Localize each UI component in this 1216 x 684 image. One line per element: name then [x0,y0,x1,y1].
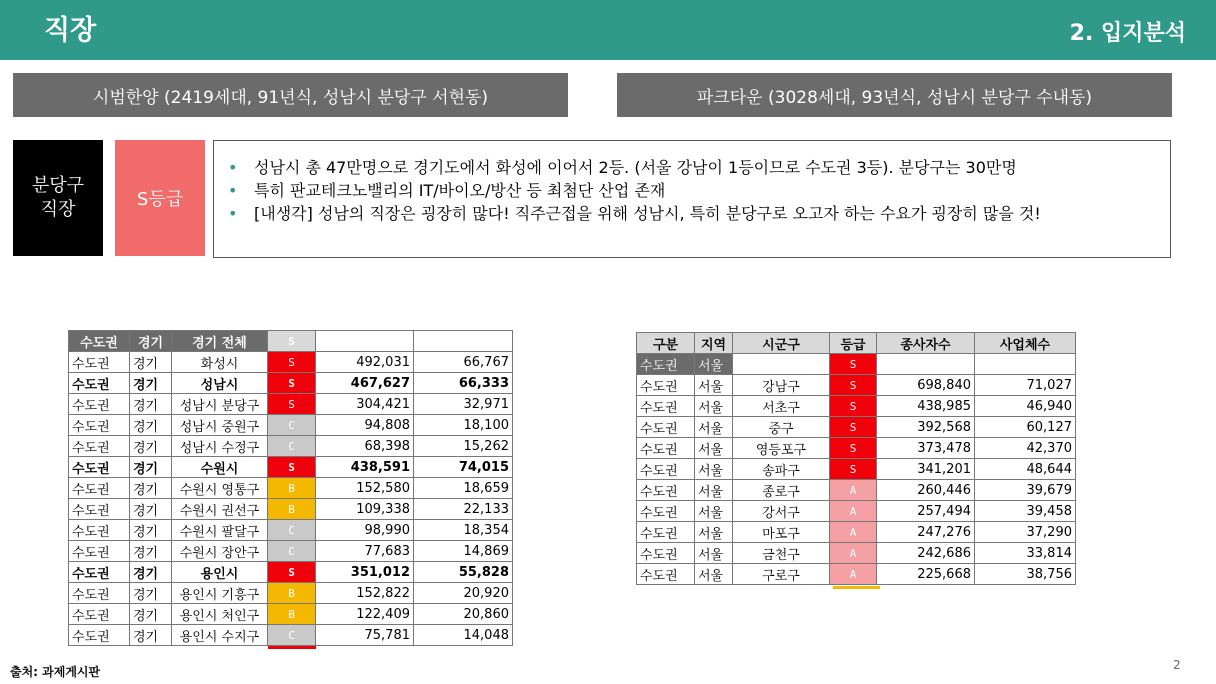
header-bar [0,0,1216,60]
cell-prov: 경기 [130,352,172,373]
cell-workers: 77,683 [316,541,414,562]
header-grade: S [268,331,316,352]
cell-prov: 서울 [695,459,733,480]
cell-grade: S [268,562,316,583]
cell-prov: 서울 [695,501,733,522]
cell-workers: 68,398 [316,436,414,457]
cell-prov: 경기 [130,583,172,604]
table-row [637,543,1076,564]
cell-businesses: 55,828 [414,562,513,583]
bullet-icon: • [228,181,238,200]
cell-businesses: 39,679 [975,480,1076,501]
cell-region: 수도권 [69,415,130,436]
cell-prov: 서울 [695,375,733,396]
cell-grade: S [830,417,877,438]
cell-city: 성남시 [172,373,268,394]
cell-workers: 98,990 [316,520,414,541]
cell-grade: S [268,352,316,373]
cell-region: 수도권 [637,480,695,501]
table-row [69,583,513,604]
table-header-row [69,331,513,352]
apartment-label-right: 파크타운 (3028세대, 93년식, 성남시 분당구 수내동) [617,73,1172,117]
table-row [637,564,1076,585]
section-label: 2. 입지분석 [1069,21,1186,46]
cell-prov: 경기 [130,499,172,520]
cell-businesses: 46,940 [975,396,1076,417]
cell-region: 수도권 [69,520,130,541]
header-region: 지역 [695,333,733,354]
header-workers: 종사자수 [877,333,975,354]
header-district: 시군구 [733,333,830,354]
cell-grade: B [268,604,316,625]
table-row [69,625,513,646]
cell-workers: 247,276 [877,522,975,543]
cell-prov: 서울 [695,396,733,417]
group-region: 수도권 [637,354,695,375]
cell-region: 수도권 [637,522,695,543]
cell-workers: 492,031 [316,352,414,373]
cell-region: 수도권 [69,457,130,478]
header-city: 경기 전체 [172,331,268,352]
cell-region: 수도권 [637,396,695,417]
cell-businesses: 66,767 [414,352,513,373]
cell-prov: 경기 [130,373,172,394]
cell-city: 성남시 중원구 [172,415,268,436]
cell-region: 수도권 [637,459,695,480]
cell-workers: 94,808 [316,415,414,436]
table-row [69,415,513,436]
cell-businesses: 71,027 [975,375,1076,396]
cell-businesses: 38,756 [975,564,1076,585]
cell-region: 수도권 [69,373,130,394]
table-row [637,501,1076,522]
cell-grade: S [830,396,877,417]
cell-city: 수원시 [172,457,268,478]
cell-prov: 서울 [695,564,733,585]
group-businesses [975,354,1076,375]
table-row [69,352,513,373]
cell-businesses: 66,333 [414,373,513,394]
cell-prov: 서울 [695,543,733,564]
cell-businesses: 18,354 [414,520,513,541]
cell-workers: 438,591 [316,457,414,478]
cell-region: 수도권 [69,436,130,457]
cell-city: 용인시 [172,562,268,583]
cell-workers: 257,494 [877,501,975,522]
slide-title: 직장 [44,15,97,46]
cell-grade: C [268,436,316,457]
table-row [637,375,1076,396]
cell-businesses: 20,920 [414,583,513,604]
note-text: [내생각] 성남의 직장은 굉장히 많다! 직주근접을 위해 성남시, 특히 분당구로 오고자 하는 수요가 굉장히 많을 것! [254,204,1041,223]
cell-region: 수도권 [69,352,130,373]
cell-businesses: 18,100 [414,415,513,436]
cell-city: 수원시 팔달구 [172,520,268,541]
cell-workers: 438,985 [877,396,975,417]
cell-workers: 152,580 [316,478,414,499]
cell-grade: C [268,541,316,562]
table-row [69,373,513,394]
cell-city: 중구 [733,417,830,438]
cell-region: 수도권 [637,543,695,564]
gyeonggi-workplace-table [68,330,513,646]
note-item [224,179,1160,202]
cell-grade: S [830,459,877,480]
cell-grade: C [268,625,316,646]
cell-businesses: 20,860 [414,604,513,625]
cell-grade: A [830,480,877,501]
note-text: 특히 판교테크노밸리의 IT/바이오/방산 등 최첨단 산업 존재 [254,181,666,200]
cell-grade: C [268,520,316,541]
table-row [69,499,513,520]
cell-prov: 경기 [130,415,172,436]
table-row [69,478,513,499]
cell-prov: 경기 [130,604,172,625]
group-grade: S [830,354,877,375]
table-row [69,394,513,415]
cell-businesses: 37,290 [975,522,1076,543]
cell-city: 용인시 수지구 [172,625,268,646]
table-row [637,396,1076,417]
cell-prov: 경기 [130,520,172,541]
cell-workers: 392,568 [877,417,975,438]
cell-workers: 698,840 [877,375,975,396]
cell-businesses: 15,262 [414,436,513,457]
cell-workers: 109,338 [316,499,414,520]
cell-workers: 75,781 [316,625,414,646]
group-row [637,354,1076,375]
cell-prov: 서울 [695,480,733,501]
grade-color-strip [833,586,880,589]
cell-businesses: 74,015 [414,457,513,478]
header-grade: 등급 [830,333,877,354]
table-row [69,436,513,457]
cell-city: 종로구 [733,480,830,501]
cell-region: 수도권 [69,583,130,604]
cell-prov: 서울 [695,417,733,438]
notes-box [213,140,1171,258]
cell-grade: S [268,394,316,415]
cell-city: 금천구 [733,543,830,564]
cell-grade: B [268,478,316,499]
cell-workers: 242,686 [877,543,975,564]
table-row [637,480,1076,501]
table-row [69,562,513,583]
cell-businesses: 42,370 [975,438,1076,459]
cell-prov: 경기 [130,478,172,499]
cell-businesses: 33,814 [975,543,1076,564]
cell-workers: 152,822 [316,583,414,604]
table-row [69,457,513,478]
cell-businesses: 14,048 [414,625,513,646]
cell-grade: B [268,499,316,520]
header-businesses: 사업체수 [975,333,1076,354]
cell-region: 수도권 [637,375,695,396]
note-item [224,202,1160,225]
cell-city: 용인시 기흥구 [172,583,268,604]
cell-grade: S [268,373,316,394]
table-header-row [637,333,1076,354]
cell-prov: 경기 [130,625,172,646]
cell-businesses: 14,869 [414,541,513,562]
cell-city: 성남시 분당구 [172,394,268,415]
cell-city: 영등포구 [733,438,830,459]
cell-businesses: 32,971 [414,394,513,415]
cell-prov: 경기 [130,541,172,562]
table-row [637,438,1076,459]
cell-workers: 225,668 [877,564,975,585]
cell-workers: 341,201 [877,459,975,480]
cell-region: 수도권 [637,438,695,459]
cell-prov: 경기 [130,562,172,583]
cell-city: 수원시 권선구 [172,499,268,520]
cell-region: 수도권 [69,625,130,646]
cell-workers: 351,012 [316,562,414,583]
header-businesses [414,331,513,352]
cell-grade: C [268,415,316,436]
note-text: 성남시 총 47만명으로 경기도에서 화성에 이어서 2등. (서울 강남이 1등이므로 수도권 3등). 분당구는 30만명 [254,158,1017,177]
cell-region: 수도권 [637,564,695,585]
cell-region: 수도권 [69,478,130,499]
header-workers [316,331,414,352]
group-city [733,354,830,375]
cell-grade: A [830,564,877,585]
page-number: 2 [1173,658,1181,672]
apartment-label-left: 시범한양 (2419세대, 91년식, 성남시 분당구 서현동) [13,73,568,117]
cell-grade: S [830,438,877,459]
cell-prov: 경기 [130,457,172,478]
cell-city: 송파구 [733,459,830,480]
cell-region: 수도권 [69,541,130,562]
cell-grade: B [268,583,316,604]
seoul-workplace-table [636,332,1076,585]
bullet-icon: • [228,158,238,177]
cell-grade: A [830,522,877,543]
table-row [69,604,513,625]
category-box: 분당구 직장 [13,140,103,256]
cell-businesses: 48,644 [975,459,1076,480]
cell-businesses: 39,458 [975,501,1076,522]
cell-prov: 경기 [130,436,172,457]
header-region: 수도권 [69,331,130,352]
cell-region: 수도권 [637,501,695,522]
cell-region: 수도권 [69,562,130,583]
cell-region: 수도권 [69,394,130,415]
cell-prov: 서울 [695,438,733,459]
cell-region: 수도권 [69,499,130,520]
table-row [69,520,513,541]
cell-prov: 경기 [130,394,172,415]
bullet-icon: • [228,204,238,223]
cell-workers: 122,409 [316,604,414,625]
cell-city: 용인시 처인구 [172,604,268,625]
header-category: 구분 [637,333,695,354]
grade-box: S등급 [115,140,205,256]
cell-grade: S [268,457,316,478]
table-row [69,541,513,562]
cell-city: 수원시 장안구 [172,541,268,562]
table-row [637,417,1076,438]
group-workers [877,354,975,375]
cell-prov: 서울 [695,522,733,543]
group-prov: 서울 [695,354,733,375]
cell-businesses: 18,659 [414,478,513,499]
cell-region: 수도권 [69,604,130,625]
cell-city: 수원시 영통구 [172,478,268,499]
cell-grade: S [830,375,877,396]
cell-businesses: 22,133 [414,499,513,520]
cell-workers: 304,421 [316,394,414,415]
table-row [637,522,1076,543]
cell-city: 마포구 [733,522,830,543]
cell-city: 구로구 [733,564,830,585]
header-prov: 경기 [130,331,172,352]
cell-grade: A [830,543,877,564]
grade-color-strip [268,646,316,649]
cell-region: 수도권 [637,417,695,438]
cell-city: 강서구 [733,501,830,522]
cell-city: 성남시 수정구 [172,436,268,457]
cell-workers: 373,478 [877,438,975,459]
note-item [224,156,1160,179]
cell-city: 서초구 [733,396,830,417]
cell-workers: 467,627 [316,373,414,394]
cell-city: 화성시 [172,352,268,373]
cell-businesses: 60,127 [975,417,1076,438]
cell-city: 강남구 [733,375,830,396]
table-row [637,459,1076,480]
cell-grade: A [830,501,877,522]
cell-workers: 260,446 [877,480,975,501]
source-note: 출처: 과제게시판 [10,665,101,679]
